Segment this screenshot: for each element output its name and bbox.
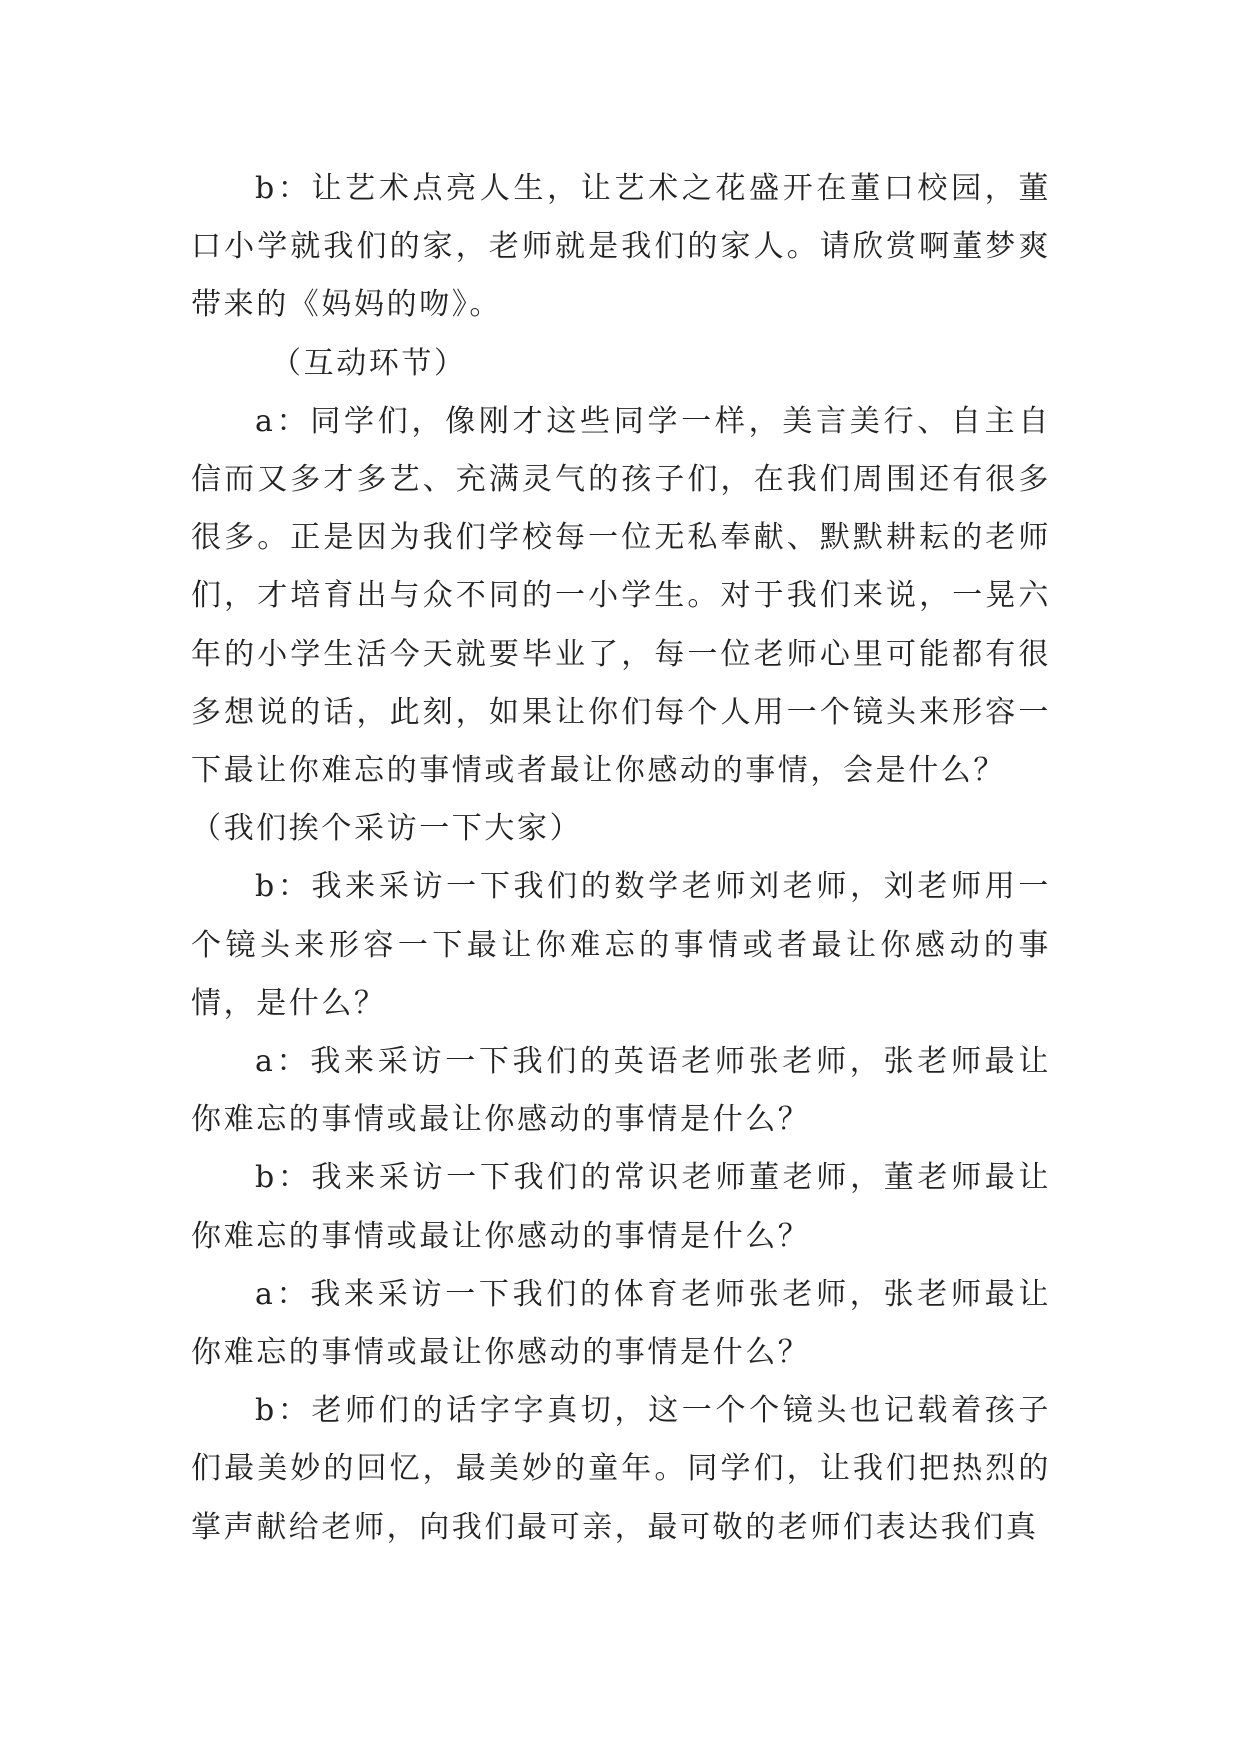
paragraph-6: a：我来采访一下我们的体育老师张老师，张老师最让你难忘的事情或最让你感动的事情是什么？ <box>191 1276 1051 1371</box>
document-body <box>191 160 1051 1557</box>
paragraph-5: b：我来采访一下我们的常识老师董老师，董老师最让你难忘的事情或最让你感动的事情是什么？ <box>191 1160 1051 1254</box>
stage-direction-interview: （我们挨个采访一下大家） <box>191 811 583 847</box>
paragraph-4: a：我来采访一下我们的英语老师张老师，张老师最让你难忘的事情或最让你感动的事情是什么？ <box>191 1044 1051 1138</box>
paragraph-3: b：我来采访一下我们的数学老师刘老师，刘老师用一个镜头来形容一下最让你难忘的事情或者最让你感动的事情，是什么？ <box>191 869 1051 1021</box>
paragraph-1: b：让艺术点亮人生，让艺术之花盛开在董口校园，董口小学就我们的家，老师就是我们的家人。请欣赏啊董梦爽带来的《妈妈的吻》。 <box>191 171 1051 323</box>
stage-direction-interaction: （互动环节） <box>271 345 467 381</box>
paragraph-2: a：同学们，像刚才这些同学一样，美言美行、自主自信而又多才多艺、充满灵气的孩子们，在我们周围还有很多很多。正是因为我们学校每一位无私奉献、默默耕耘的老师们，才培育出与众不同的一小学生。对于我们来说，一晃六年的小学生活今天就要毕业了，每一位老师心里可能都有很多想说的话，此刻，如果让你们每个人用一个镜头来形容一下最让你难忘的事情或者最让你感动的事情，会是什么？ <box>191 403 1051 789</box>
paragraph-7: b：老师们的话字字真切，这一个个镜头也记载着孩子们最美妙的回忆，最美妙的童年。同学们，让我们把热烈的掌声献给老师，向我们最可亲，最可敬的老师们表达我们真 <box>191 1393 1051 1545</box>
